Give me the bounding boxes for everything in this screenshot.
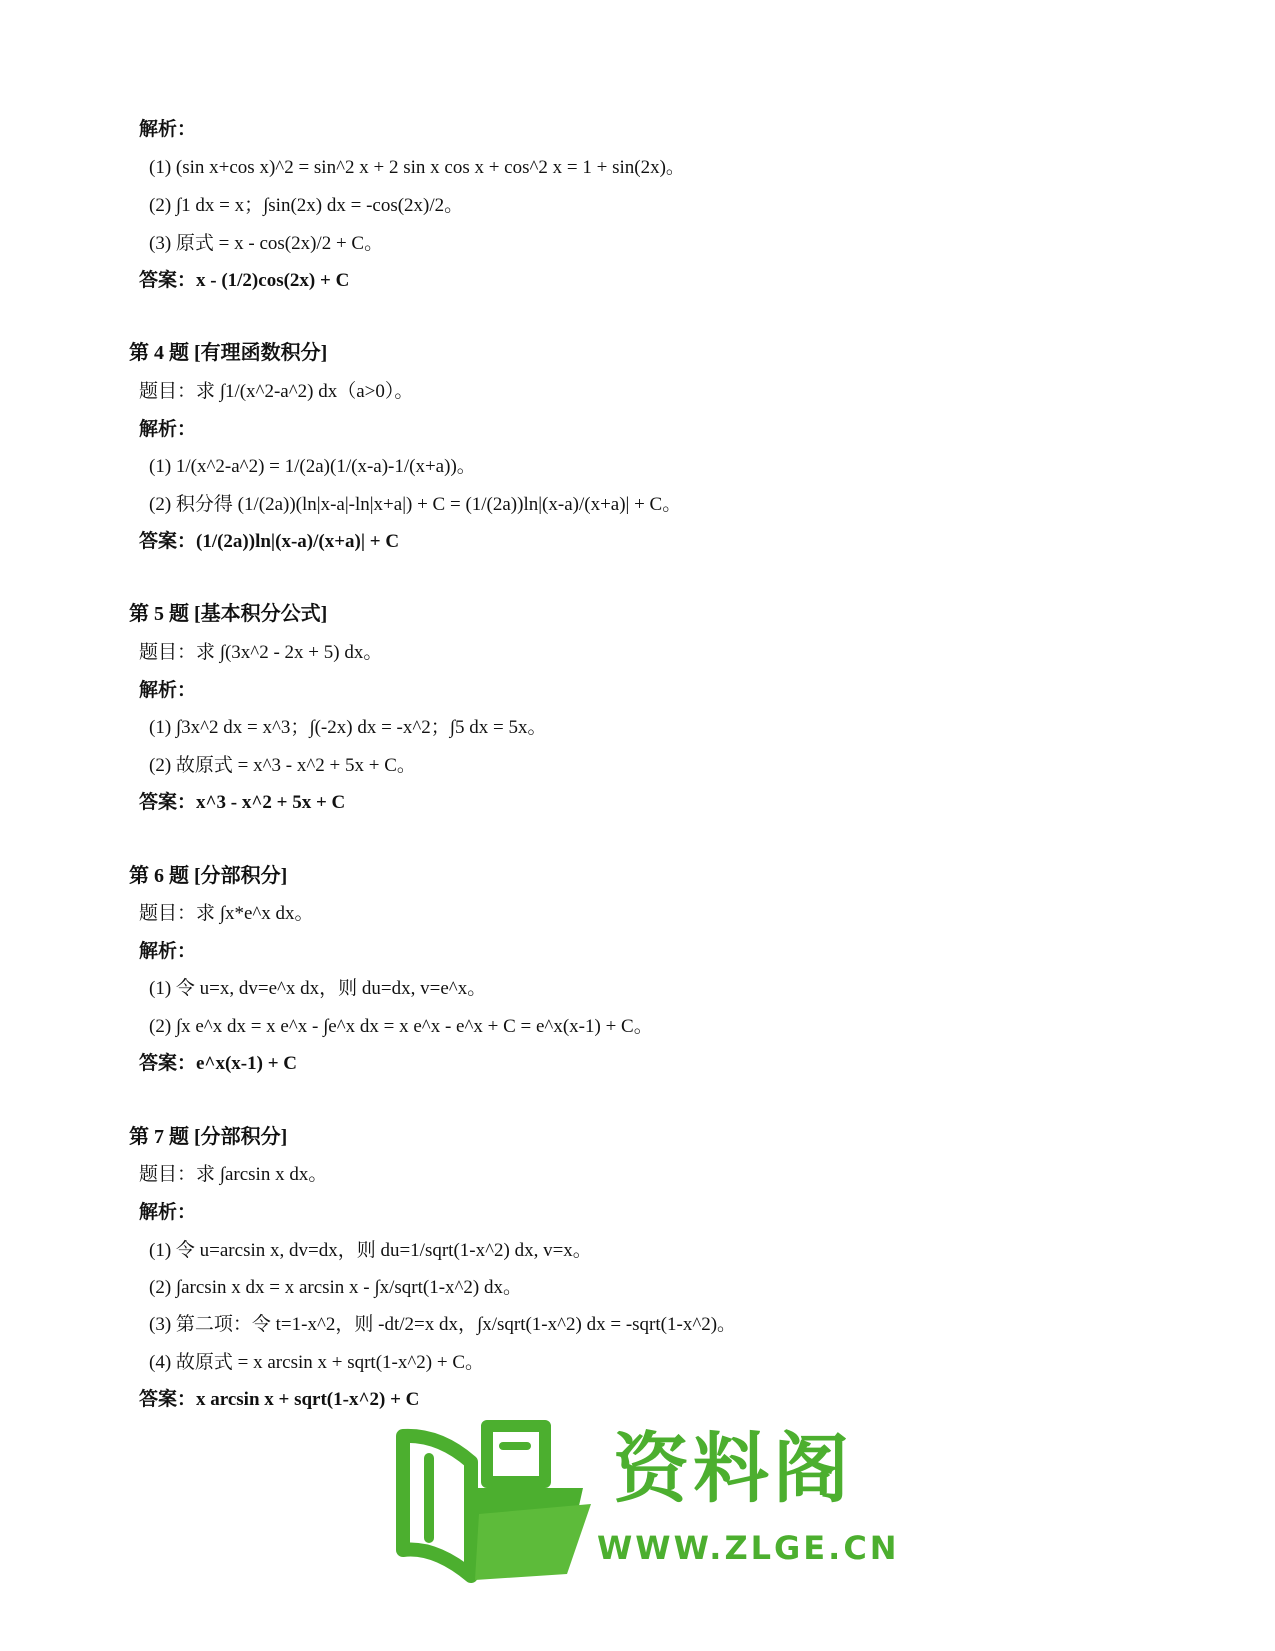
open-book-logo-icon [395,1418,595,1588]
problem-title: 第 5 题 [基本积分公式] [129,603,328,625]
analysis-label: 解析： [139,1202,197,1223]
problem-title: 第 7 题 [分部积分] [129,1126,288,1148]
analysis-label: 解析： [139,680,197,701]
watermark [395,1418,900,1588]
watermark-url: WWW.ZLGE.CN [597,1529,900,1567]
analysis-step: (2) ∫x e^x dx = x e^x - ∫e^x dx = x e^x - e^x + C = e^x(x-1) + C。 [149,1016,653,1037]
analysis-step: (4) 故原式 = x arcsin x + sqrt(1-x^2) + C。 [149,1352,484,1373]
problem-question: 题目：求 ∫arcsin x dx。 [139,1164,328,1185]
analysis-step: (1) 1/(x^2-a^2) = 1/(2a)(1/(x-a)-1/(x+a))。 [149,456,476,477]
problem-title: 第 4 题 [有理函数积分] [129,342,328,364]
problem-question: 题目：求 ∫(3x^2 - 2x + 5) dx。 [139,642,383,663]
problem-question: 题目：求 ∫x*e^x dx。 [139,903,314,924]
answer-line: 答案：x - (1/2)cos(2x) + C [139,270,350,291]
problem-title: 第 6 题 [分部积分] [129,865,288,887]
analysis-step: (3) 原式 = x - cos(2x)/2 + C。 [149,233,384,254]
answer-line: 答案：x arcsin x + sqrt(1-x^2) + C [139,1389,420,1410]
analysis-step: (1) ∫3x^2 dx = x^3；∫(-2x) dx = -x^2；∫5 dx = 5x。 [149,717,547,738]
analysis-label: 解析： [139,419,197,440]
answer-line: 答案：e^x(x-1) + C [139,1053,298,1074]
answer-line: 答案：x^3 - x^2 + 5x + C [139,792,346,813]
analysis-step: (1) (sin x+cos x)^2 = sin^2 x + 2 sin x cos x + cos^2 x = 1 + sin(2x)。 [149,157,685,178]
analysis-step: (2) 积分得 (1/(2a))(ln|x-a|-ln|x+a|) + C = (1/(2a))ln|(x-a)/(x+a)| + C。 [149,494,682,515]
answer-line: 答案：(1/(2a))ln|(x-a)/(x+a)| + C [139,531,400,552]
analysis-step: (1) 令 u=x, dv=e^x dx，则 du=dx, v=e^x。 [149,978,487,999]
analysis-step: (2) ∫arcsin x dx = x arcsin x - ∫x/sqrt(1-x^2) dx。 [149,1277,523,1298]
watermark-site-name: 资料阁 [613,1424,853,1513]
analysis-label: 解析： [139,941,197,962]
analysis-step: (2) ∫1 dx = x；∫sin(2x) dx = -cos(2x)/2。 [149,195,464,216]
analysis-label: 解析： [139,119,197,140]
analysis-step: (2) 故原式 = x^3 - x^2 + 5x + C。 [149,755,416,776]
analysis-step: (1) 令 u=arcsin x, dv=dx，则 du=1/sqrt(1-x^2) dx, v=x。 [149,1240,592,1261]
analysis-step: (3) 第二项：令 t=1-x^2，则 -dt/2=x dx，∫x/sqrt(1-x^2) dx = -sqrt(1-x^2)。 [149,1314,737,1335]
problem-question: 题目：求 ∫1/(x^2-a^2) dx（a>0）。 [139,381,414,402]
